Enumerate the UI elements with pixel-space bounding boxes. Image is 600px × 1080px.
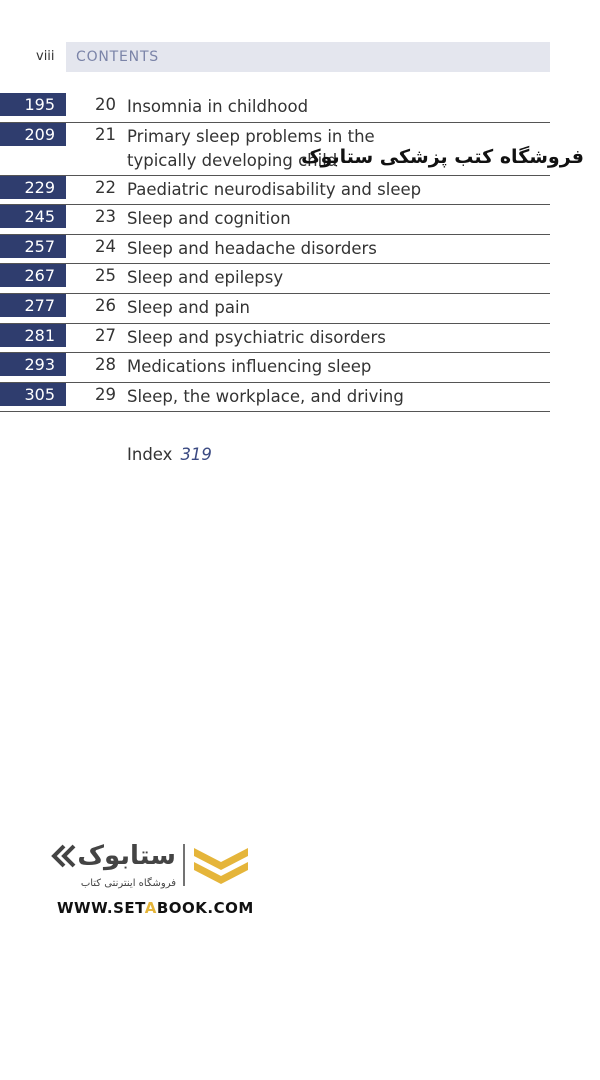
logo-brand-text: ستابوک (77, 841, 176, 871)
toc-page-number: 293 (0, 353, 66, 376)
logo-url[interactable]: WWW.SETABOOK.COM (57, 899, 254, 917)
toc-row[interactable] (0, 383, 550, 413)
toc-page-number: 229 (0, 176, 66, 199)
logo-tagline: فروشگاه اینترنتی کتاب (80, 878, 176, 889)
toc-row[interactable] (0, 324, 550, 354)
toc-row[interactable] (0, 93, 550, 123)
toc-page-number: 245 (0, 205, 66, 228)
toc-page-number: 281 (0, 324, 66, 347)
toc-chapter-title: Paediatric neurodisability and sleep (127, 179, 422, 199)
toc-chapter-title: Sleep and psychiatric disorders (127, 327, 386, 347)
toc-chapter-number: 24 (95, 236, 116, 256)
toc-chapter-title: Sleep and epilepsy (127, 268, 284, 288)
toc-page-number: 195 (0, 93, 66, 116)
toc-chapter-title: Primary sleep problems in the typically developing child (127, 126, 375, 170)
header-title: CONTENTS (76, 49, 159, 65)
toc-row[interactable] (0, 353, 550, 383)
toc-chapter-number: 20 (95, 95, 116, 114)
toc-page-number: 267 (0, 264, 66, 287)
toc-chapter-number: 28 (95, 355, 116, 375)
setabook-logo-graphic (46, 834, 256, 894)
toc-chapter-number: 25 (95, 266, 116, 286)
toc-row[interactable] (0, 294, 550, 324)
toc-row[interactable] (0, 264, 550, 294)
toc-chapter-number: 26 (95, 295, 116, 315)
setabook-logo (46, 834, 256, 894)
toc-chapter-number: 21 (95, 124, 116, 144)
index-label: Index (127, 445, 173, 464)
toc-chapter-title: Insomnia in childhood (127, 97, 309, 116)
toc-chapter-title: Sleep and pain (127, 297, 250, 317)
header-page-number: viii (36, 49, 55, 64)
toc-chapter-number: 29 (95, 384, 116, 404)
toc-row[interactable] (0, 235, 550, 265)
toc-chapter-title: Medications influencing sleep (127, 357, 372, 377)
toc-row[interactable] (0, 176, 550, 206)
toc-chapter-title: Sleep and headache disorders (127, 238, 377, 258)
toc-chapter-number: 22 (95, 177, 116, 197)
toc-page-number: 257 (0, 235, 66, 258)
toc-chapter-number: 27 (95, 325, 116, 345)
index-page-number: 319 (180, 445, 212, 464)
table-of-contents (0, 93, 550, 412)
toc-page-number: 209 (0, 123, 66, 146)
toc-chapter-number: 23 (95, 207, 116, 227)
toc-chapter-title: Sleep and cognition (127, 209, 291, 229)
toc-page-number: 305 (0, 383, 66, 406)
toc-chapter-title: Sleep, the workplace, and driving (127, 386, 404, 406)
watermark-text: فروشگاه کتب پزشکی ستابوک (301, 146, 584, 168)
toc-page-number: 277 (0, 294, 66, 317)
header-bar (66, 42, 550, 72)
index-entry[interactable] (127, 445, 212, 464)
toc-row[interactable] (0, 205, 550, 235)
